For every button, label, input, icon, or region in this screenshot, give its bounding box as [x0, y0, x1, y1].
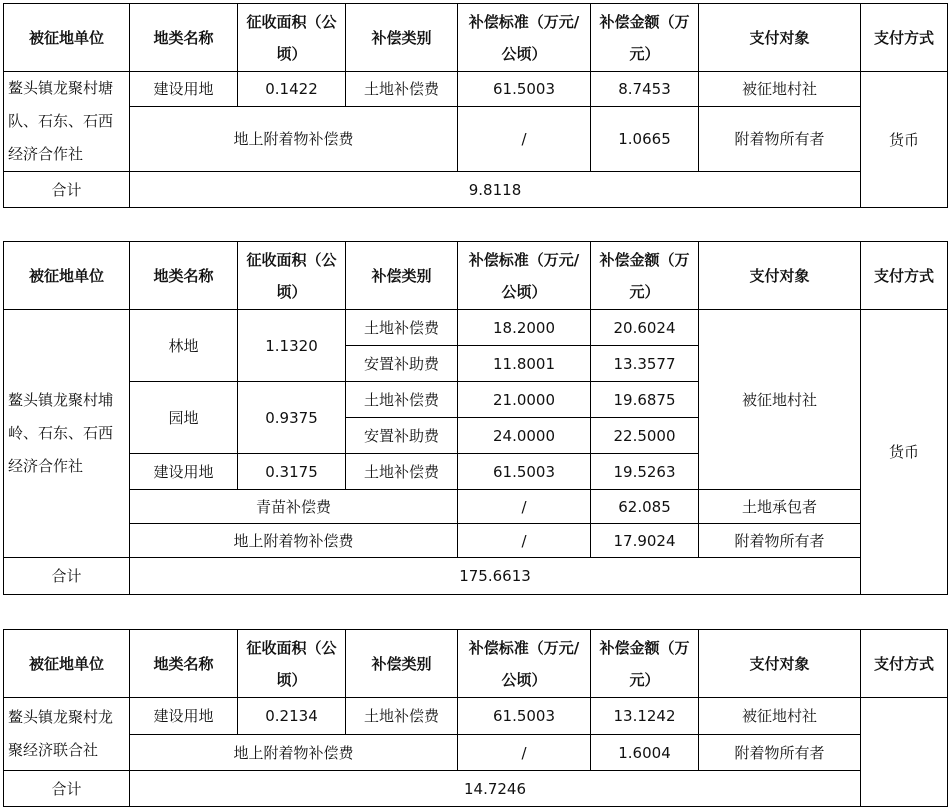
standard-cell: 61.5003	[458, 454, 591, 490]
pay-method-cell: 货币	[861, 310, 948, 595]
pay-method-cell: 货币	[861, 72, 948, 208]
area-cell: 0.1422	[238, 72, 346, 107]
payee-cell: 附着物所有者	[699, 107, 861, 172]
category-cell: 安置补助费	[346, 346, 458, 382]
category-cell: 安置补助费	[346, 418, 458, 454]
header-category: 补偿类别	[346, 630, 458, 698]
header-area: 征收面积（公顷）	[238, 4, 346, 72]
header-pay-method: 支付方式	[861, 242, 948, 310]
amount-cell: 22.5000	[591, 418, 699, 454]
table-row	[4, 72, 948, 107]
compensation-table-2	[3, 241, 948, 595]
amount-cell: 1.0665	[591, 107, 699, 172]
total-label: 合计	[4, 172, 130, 208]
table-row	[4, 310, 948, 346]
header-standard: 补偿标准（万元/公顷）	[458, 242, 591, 310]
header-area: 征收面积（公顷）	[238, 242, 346, 310]
payee-cell: 被征地村社	[699, 698, 861, 735]
table-row	[4, 107, 948, 172]
total-row	[4, 771, 948, 807]
land-type-cell: 园地	[130, 382, 238, 454]
amount-cell: 19.5263	[591, 454, 699, 490]
land-type-cell: 建设用地	[130, 454, 238, 490]
payee-cell: 附着物所有者	[699, 524, 861, 558]
header-area: 征收面积（公顷）	[238, 630, 346, 698]
table-row	[4, 490, 948, 524]
category-cell: 土地补偿费	[346, 382, 458, 418]
standard-cell: /	[458, 107, 591, 172]
header-unit: 被征地单位	[4, 4, 130, 72]
payee-cell: 被征地村社	[699, 72, 861, 107]
payee-cell: 被征地村社	[699, 310, 861, 490]
header-amount: 补偿金额（万元）	[591, 630, 699, 698]
total-value: 14.7246	[130, 771, 861, 807]
header-pay-method: 支付方式	[861, 4, 948, 72]
total-label: 合计	[4, 558, 130, 595]
header-row	[4, 242, 948, 310]
payee-cell: 土地承包者	[699, 490, 861, 524]
header-standard: 补偿标准（万元/公顷）	[458, 4, 591, 72]
standard-cell: /	[458, 735, 591, 771]
amount-cell: 13.3577	[591, 346, 699, 382]
header-row	[4, 4, 948, 72]
amount-cell: 17.9024	[591, 524, 699, 558]
area-cell: 0.3175	[238, 454, 346, 490]
category-cell: 土地补偿费	[346, 698, 458, 735]
area-cell: 0.9375	[238, 382, 346, 454]
total-label: 合计	[4, 771, 130, 807]
header-standard: 补偿标准（万元/公顷）	[458, 630, 591, 698]
header-category: 补偿类别	[346, 4, 458, 72]
compensation-table-3	[3, 629, 948, 807]
category-cell: 土地补偿费	[346, 454, 458, 490]
header-land-type: 地类名称	[130, 4, 238, 72]
header-row	[4, 630, 948, 698]
unit-name: 鳌头镇龙聚村埔岭、石东、石西经济合作社	[4, 310, 130, 558]
merged-category-cell: 地上附着物补偿费	[130, 107, 458, 172]
standard-cell: 21.0000	[458, 382, 591, 418]
total-value: 9.8118	[130, 172, 861, 208]
standard-cell: 61.5003	[458, 72, 591, 107]
land-type-cell: 建设用地	[130, 698, 238, 735]
table-row	[4, 698, 948, 735]
header-unit: 被征地单位	[4, 630, 130, 698]
payee-cell: 附着物所有者	[699, 735, 861, 771]
amount-cell: 8.7453	[591, 72, 699, 107]
total-row	[4, 558, 948, 595]
table-row	[4, 735, 948, 771]
area-cell: 1.1320	[238, 310, 346, 382]
table-row	[4, 524, 948, 558]
area-cell: 0.2134	[238, 698, 346, 735]
merged-category-cell: 青苗补偿费	[130, 490, 458, 524]
amount-cell: 19.6875	[591, 382, 699, 418]
amount-cell: 20.6024	[591, 310, 699, 346]
compensation-table-1	[3, 3, 948, 208]
category-cell: 土地补偿费	[346, 72, 458, 107]
standard-cell: /	[458, 490, 591, 524]
header-payee: 支付对象	[699, 630, 861, 698]
header-amount: 补偿金额（万元）	[591, 242, 699, 310]
total-value: 175.6613	[130, 558, 861, 595]
amount-cell: 62.085	[591, 490, 699, 524]
pay-method-cell	[861, 698, 948, 807]
merged-category-cell: 地上附着物补偿费	[130, 735, 458, 771]
land-type-cell: 建设用地	[130, 72, 238, 107]
standard-cell: 61.5003	[458, 698, 591, 735]
header-payee: 支付对象	[699, 4, 861, 72]
header-pay-method: 支付方式	[861, 630, 948, 698]
merged-category-cell: 地上附着物补偿费	[130, 524, 458, 558]
header-land-type: 地类名称	[130, 242, 238, 310]
header-amount: 补偿金额（万元）	[591, 4, 699, 72]
standard-cell: /	[458, 524, 591, 558]
category-cell: 土地补偿费	[346, 310, 458, 346]
standard-cell: 24.0000	[458, 418, 591, 454]
standard-cell: 11.8001	[458, 346, 591, 382]
unit-name: 鳌头镇龙聚村塘队、石东、石西经济合作社	[4, 72, 130, 172]
land-type-cell: 林地	[130, 310, 238, 382]
total-row	[4, 172, 948, 208]
standard-cell: 18.2000	[458, 310, 591, 346]
header-land-type: 地类名称	[130, 630, 238, 698]
unit-name: 鳌头镇龙聚村龙聚经济联合社	[4, 698, 130, 771]
header-unit: 被征地单位	[4, 242, 130, 310]
header-payee: 支付对象	[699, 242, 861, 310]
amount-cell: 1.6004	[591, 735, 699, 771]
header-category: 补偿类别	[346, 242, 458, 310]
amount-cell: 13.1242	[591, 698, 699, 735]
